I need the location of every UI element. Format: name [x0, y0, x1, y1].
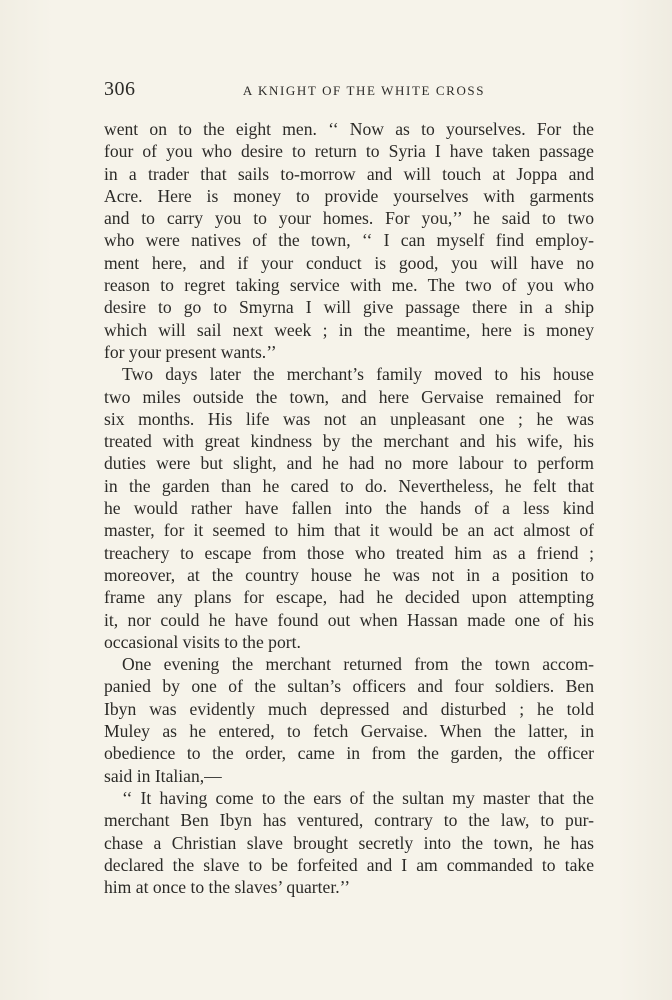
text-line: and to carry you to your homes. For you,’’ he said to two: [104, 208, 594, 229]
running-title: A KNIGHT OF THE WHITE CROSS: [242, 83, 486, 98]
text-line: Acre. Here is money to provide yourselves with garments: [104, 185, 594, 206]
text-line: Two days later the merchant’s family moved to his house: [122, 364, 594, 385]
text-line: One evening the merchant returned from the town accom-: [122, 654, 594, 675]
text-line: Muley as he entered, to fetch Gervaise. When the latter, in: [104, 721, 594, 742]
text-line: for your present wants.’’: [104, 341, 277, 362]
text-line: who were natives of the town, ‘‘ I can myself find employ-: [104, 230, 594, 251]
text-line: he would rather have fallen into the hands of a less kind: [104, 498, 594, 519]
text-line: frame any plans for escape, had he decided upon attempting: [104, 587, 594, 608]
text-line: in a trader that sails to-morrow and will touch at Joppa and: [104, 163, 594, 184]
text-line: moreover, at the country house he was not in a position to: [104, 564, 594, 585]
text-line: duties were but slight, and he had no more labour to perform: [104, 453, 594, 474]
text-line: said in Italian,—: [104, 765, 222, 786]
text-line: which will sail next week ; in the meantime, here is money: [104, 319, 594, 340]
text-line: master, for it seemed to him that it would be an act almost of: [104, 520, 594, 541]
page-number: 306: [104, 78, 136, 100]
text-line: went on to the eight men. ‘‘ Now as to yourselves. For the: [104, 119, 594, 139]
text-line: four of you who desire to return to Syria I have taken passage: [104, 141, 594, 162]
text-line: treated with great kindness by the merchant and his wife, his: [104, 431, 594, 452]
text-line: ment here, and if your conduct is good, you will have no: [104, 252, 594, 273]
text-line: in the garden than he cared to do. Nevertheless, he felt that: [104, 475, 594, 496]
text-line: desire to go to Smyrna I will give passage there in a ship: [104, 297, 594, 318]
text-line: panied by one of the sultan’s officers and four soldiers. Ben: [104, 676, 594, 697]
text-line: chase a Christian slave brought secretly into the town, he has: [104, 832, 594, 853]
text-line: Ibyn was evidently much depressed and disturbed ; he told: [104, 698, 594, 719]
text-line: treachery to escape from those who treated him as a friend ;: [104, 542, 594, 563]
text-line: merchant Ben Ibyn has ventured, contrary to the law, to pur-: [104, 810, 594, 831]
text-line: six months. His life was not an unpleasant one ; he was: [104, 408, 594, 429]
text-line: two miles outside the town, and here Gervaise remained for: [104, 386, 594, 407]
text-line: ‘‘ It having come to the ears of the sultan my master that the: [122, 787, 594, 808]
text-line: occasional visits to the port.: [104, 631, 301, 652]
text-line: it, nor could he have found out when Hassan made one of his: [104, 609, 594, 630]
text-line: obedience to the order, came in from the garden, the officer: [104, 743, 594, 764]
text-line: declared the slave to be forfeited and I am commanded to take: [104, 854, 594, 875]
running-head: [104, 78, 594, 102]
text-line: him at once to the slaves’ quarter.’’: [104, 877, 351, 898]
body-text: [104, 118, 594, 898]
text-line: reason to regret taking service with me. The two of you who: [104, 275, 594, 296]
